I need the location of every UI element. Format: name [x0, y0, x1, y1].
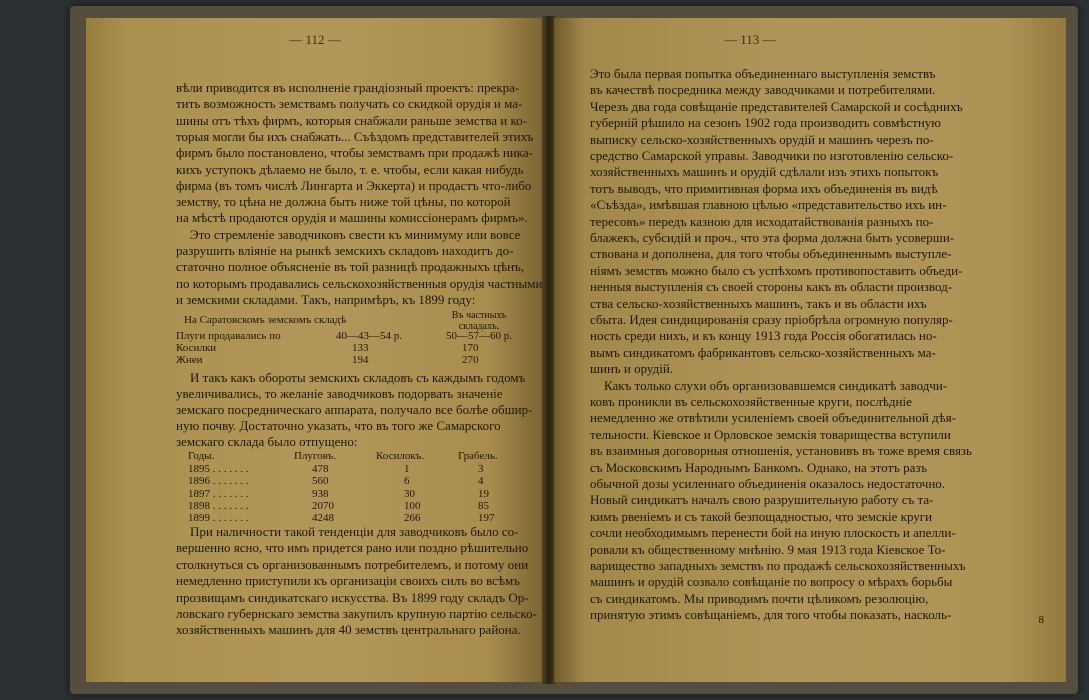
price-row-zemsky: 194 [352, 354, 369, 366]
text-line: земскаго склада было отпущено: [176, 434, 358, 449]
text-line: ковъ проникли въ сельскохозяйственные круги, послѣдніе [590, 394, 912, 409]
sales-cell-value: 4248 [312, 512, 334, 525]
text-line: Это стремленіе заводчиковъ свести къ минимуму или вовсе [190, 226, 521, 242]
text-line: столкнуться съ организованнымъ потребителемъ, и потому они [176, 556, 529, 572]
text-line: кихъ уступокъ дѣлаемо не было, т. е. чтобы, если какая нибудь [176, 161, 524, 177]
right-page-number: — 113 — [724, 32, 776, 47]
sales-cell-year: 1899 . . . . . . . [188, 512, 249, 525]
text-line: «Съѣзда», имѣвшая главною цѣлью «представительство ихъ ин- [590, 197, 947, 213]
sales-cell-value: 4 [478, 475, 484, 488]
sales-cell-year: 1897 . . . . . . . [188, 487, 249, 500]
text-line: вѣли приводится въ исполненіе грандіозный проектъ: прекра- [176, 80, 520, 95]
text-line: съ Московскимъ Народнымъ Банкомъ. Однако, на этотъ разъ [590, 459, 928, 475]
text-line: сбыта. Идея синдицированія сразу пріобрѣла огромную популяр- [590, 312, 953, 327]
sales-cell-value: 560 [312, 475, 329, 488]
text-line: варищество западныхъ земствъ по продажѣ сельскохозяйственныхъ [590, 558, 966, 573]
text-line: фирмъ было постановлено, чтобы земствамъ при продажѣ ника- [176, 145, 533, 161]
sales-header-mowers: Косилокъ. [376, 450, 425, 462]
sales-cell-value: 478 [312, 463, 329, 475]
text-line: ненныя выступленія съ своей стороны какъ въ области производ- [590, 279, 953, 295]
sales-header-year: Годы. [188, 450, 215, 462]
text-line: тотъ выводъ, что примитивная форма ихъ объединенія въ видѣ [590, 180, 938, 196]
price-row-item: Жнеи [176, 354, 203, 366]
price-row-private: 50—57—60 р. [446, 330, 512, 342]
sales-cell-year: 1898 . . . . . . . [188, 499, 249, 512]
sales-cell-value: 100 [404, 499, 421, 512]
sales-cell-value: 30 [404, 487, 415, 500]
sales-table [186, 450, 526, 526]
text-line: въ взаимныя договорныя отношенія, установивъ въ тоже время связь [590, 443, 972, 459]
text-line: Новый синдикатъ началъ свою разрушительную работу съ та- [590, 492, 934, 508]
price-row-zemsky: 133 [352, 342, 369, 354]
book-cover [70, 6, 1078, 694]
text-line: При наличности такой тенденціи для заводчиковъ было со- [190, 524, 519, 539]
text-line: разрушить вліяніе на рынкѣ земскихъ складовъ находитъ до- [176, 243, 514, 258]
text-line: увеличивались, то желаніе заводчиковъ подорвать значеніе [176, 386, 503, 401]
text-line: прозвищамъ синдикатскаго искусства. Въ 1899 году складъ Ор- [176, 589, 529, 605]
price-col-zemsky: На Саратовскомъ земскомъ складѣ [184, 314, 347, 326]
price-row-item: Плуги продавались по [176, 330, 281, 342]
price-row-private: 170 [462, 342, 479, 354]
sales-cell-value: 3 [478, 463, 484, 475]
text-line: хозяйственныхъ машинъ для 40 земствъ центральнаго района. [176, 622, 521, 638]
text-line: и земскими складами. Такъ, напримѣръ, къ 1899 году: [176, 291, 476, 307]
text-line: Черезъ два года совѣщаніе представителей Самарской и сосѣднихъ [590, 98, 963, 114]
sales-cell-year: 1895 . . . . . . . [188, 463, 249, 475]
text-line: блажекъ, субсидій и проч., что эта форма должна быть усоверши- [590, 230, 955, 245]
text-line: принятую этимъ совѣщаніемъ, для того чтобы показать, насколь- [590, 607, 952, 623]
sales-cell-value: 2070 [312, 499, 334, 512]
sales-cell-value: 1 [404, 463, 410, 475]
text-line: тить возможность земствамъ получать со скидкой орудія и ма- [176, 96, 523, 112]
sales-header-rakes: Грабель. [458, 450, 498, 462]
text-line: выписку сельско-хозяйственныхъ орудій и машинъ черезъ по- [590, 131, 934, 147]
text-line: Какъ только слухи объ организовавшемся синдикатѣ заводчи- [604, 377, 948, 393]
text-line: ствована и дополнена, для того чтобы объединеннымъ выступле- [590, 246, 952, 262]
text-line: на мѣстѣ продаются орудія и машины комиссіонерамъ фирмъ». [176, 210, 528, 226]
right-page [554, 18, 1066, 682]
sales-cell-value: 266 [404, 512, 421, 525]
text-line: И такъ какъ обороты земскихъ складовъ съ каждымъ годомъ [190, 370, 526, 385]
text-line: шины отъ тѣхъ фирмъ, которыя снабжали раньше земства и ко- [176, 112, 527, 128]
text-line: ную почву. Достаточно указать, что въ того же Самарского [176, 418, 501, 433]
text-line: статочно полное объясненіе въ той разницѣ продажныхъ цѣнъ, [176, 259, 525, 275]
price-row-zemsky: 40—43—54 р. [336, 330, 402, 342]
signature-mark: 8 [1038, 614, 1044, 626]
text-line: хозяйственныхъ машинъ и орудій сдѣлали изъ этихъ попытокъ [590, 164, 939, 180]
price-row-item: Косилки [176, 342, 217, 354]
text-line: ства сельско-хозяйственныхъ машинъ, такъ и въ области ихъ [590, 295, 927, 311]
text-line: сочли необходимымъ перенести бой на иную плоскость и апелли- [590, 525, 956, 541]
text-line: въ качествѣ посредника между заводчиками и потребителями. [590, 82, 936, 98]
sales-cell-value: 6 [404, 475, 410, 488]
text-line: съ синдикатомъ. Мы приводимъ почти цѣликомъ резолюцію, [590, 590, 929, 606]
text-line: обычной дозы усиленнаго объединенія оказалось недостаточно. [590, 476, 946, 491]
price-table [176, 310, 526, 366]
left-page [86, 18, 544, 682]
text-line: губерній рѣшило на сезонъ 1902 года производить совмѣстную [590, 115, 941, 131]
price-row-private: 270 [462, 354, 479, 366]
left-page-number: — 112 — [289, 32, 341, 47]
text-line: ровали къ общественному мнѣнію. 9 мая 1913 года Кіевское То- [590, 541, 946, 557]
text-line: ніямъ земствъ можно было съ успѣхомъ противопоставить объеди- [590, 262, 963, 278]
text-line: по которымъ продавались сельскохозяйственныя орудія частными [176, 275, 543, 291]
text-line: Это была первая попытка объединеннаго выступленія земствъ [590, 66, 936, 81]
text-line: вершенно ясно, что имъ придется рано или поздно рѣшительно [176, 540, 529, 556]
sales-cell-value: 19 [478, 487, 489, 500]
text-line: торыя могли бы ихъ снабжать... Съѣздомъ представителей этихъ [176, 128, 534, 144]
text-line: фирма (въ томъ числѣ Лингарта и Эккерта) и продастъ что-либо [176, 177, 532, 193]
text-line: ность среди нихъ, и къ концу 1913 года Россія обогатилась но- [590, 328, 937, 344]
text-line: тельности. Кіевское и Орловское земскія товарищества вступили [590, 426, 951, 442]
price-col-private: Въ частныхъ складахъ. [451, 310, 507, 332]
sales-cell-value: 938 [312, 487, 329, 500]
text-line: ловскаго губернскаго земства закупилъ крупную партію сельско- [176, 606, 537, 621]
sales-cell-value: 85 [478, 499, 489, 512]
sales-cell-year: 1896 . . . . . . . [188, 475, 249, 488]
sales-header-ploughs: Плуговъ. [294, 450, 337, 462]
text-line: машинъ и орудій созвало совѣщаніе по вопросу о мѣрахъ борьбы [590, 574, 953, 590]
text-line: вымъ синдикатомъ фабрикантовъ сельско-хозяйственныхъ ма- [590, 344, 936, 360]
text-line: шинъ и орудій. [590, 361, 674, 377]
text-line: средство Самарской управы. Заводчики по изготовленію сельско- [590, 148, 954, 163]
text-line: земству, то цѣна не должна быть ниже той цѣны, по которой [176, 194, 511, 210]
text-line: кимъ рвеніемъ и съ такой безпощадностью, что земскіе круги [590, 508, 933, 524]
text-line: земскаго посредническаго аппарата, получало все болѣе обшир- [176, 402, 533, 417]
sales-cell-value: 197 [478, 512, 495, 525]
text-line: тересовъ» передъ казною для исходатайствованія разныхъ по- [590, 213, 934, 229]
text-line: немедленно приступили къ организаціи своихъ силъ во всѣмъ [176, 573, 520, 589]
text-line: немедленно же отвѣтили усиленіемъ своей объединительной дѣя- [590, 410, 957, 426]
